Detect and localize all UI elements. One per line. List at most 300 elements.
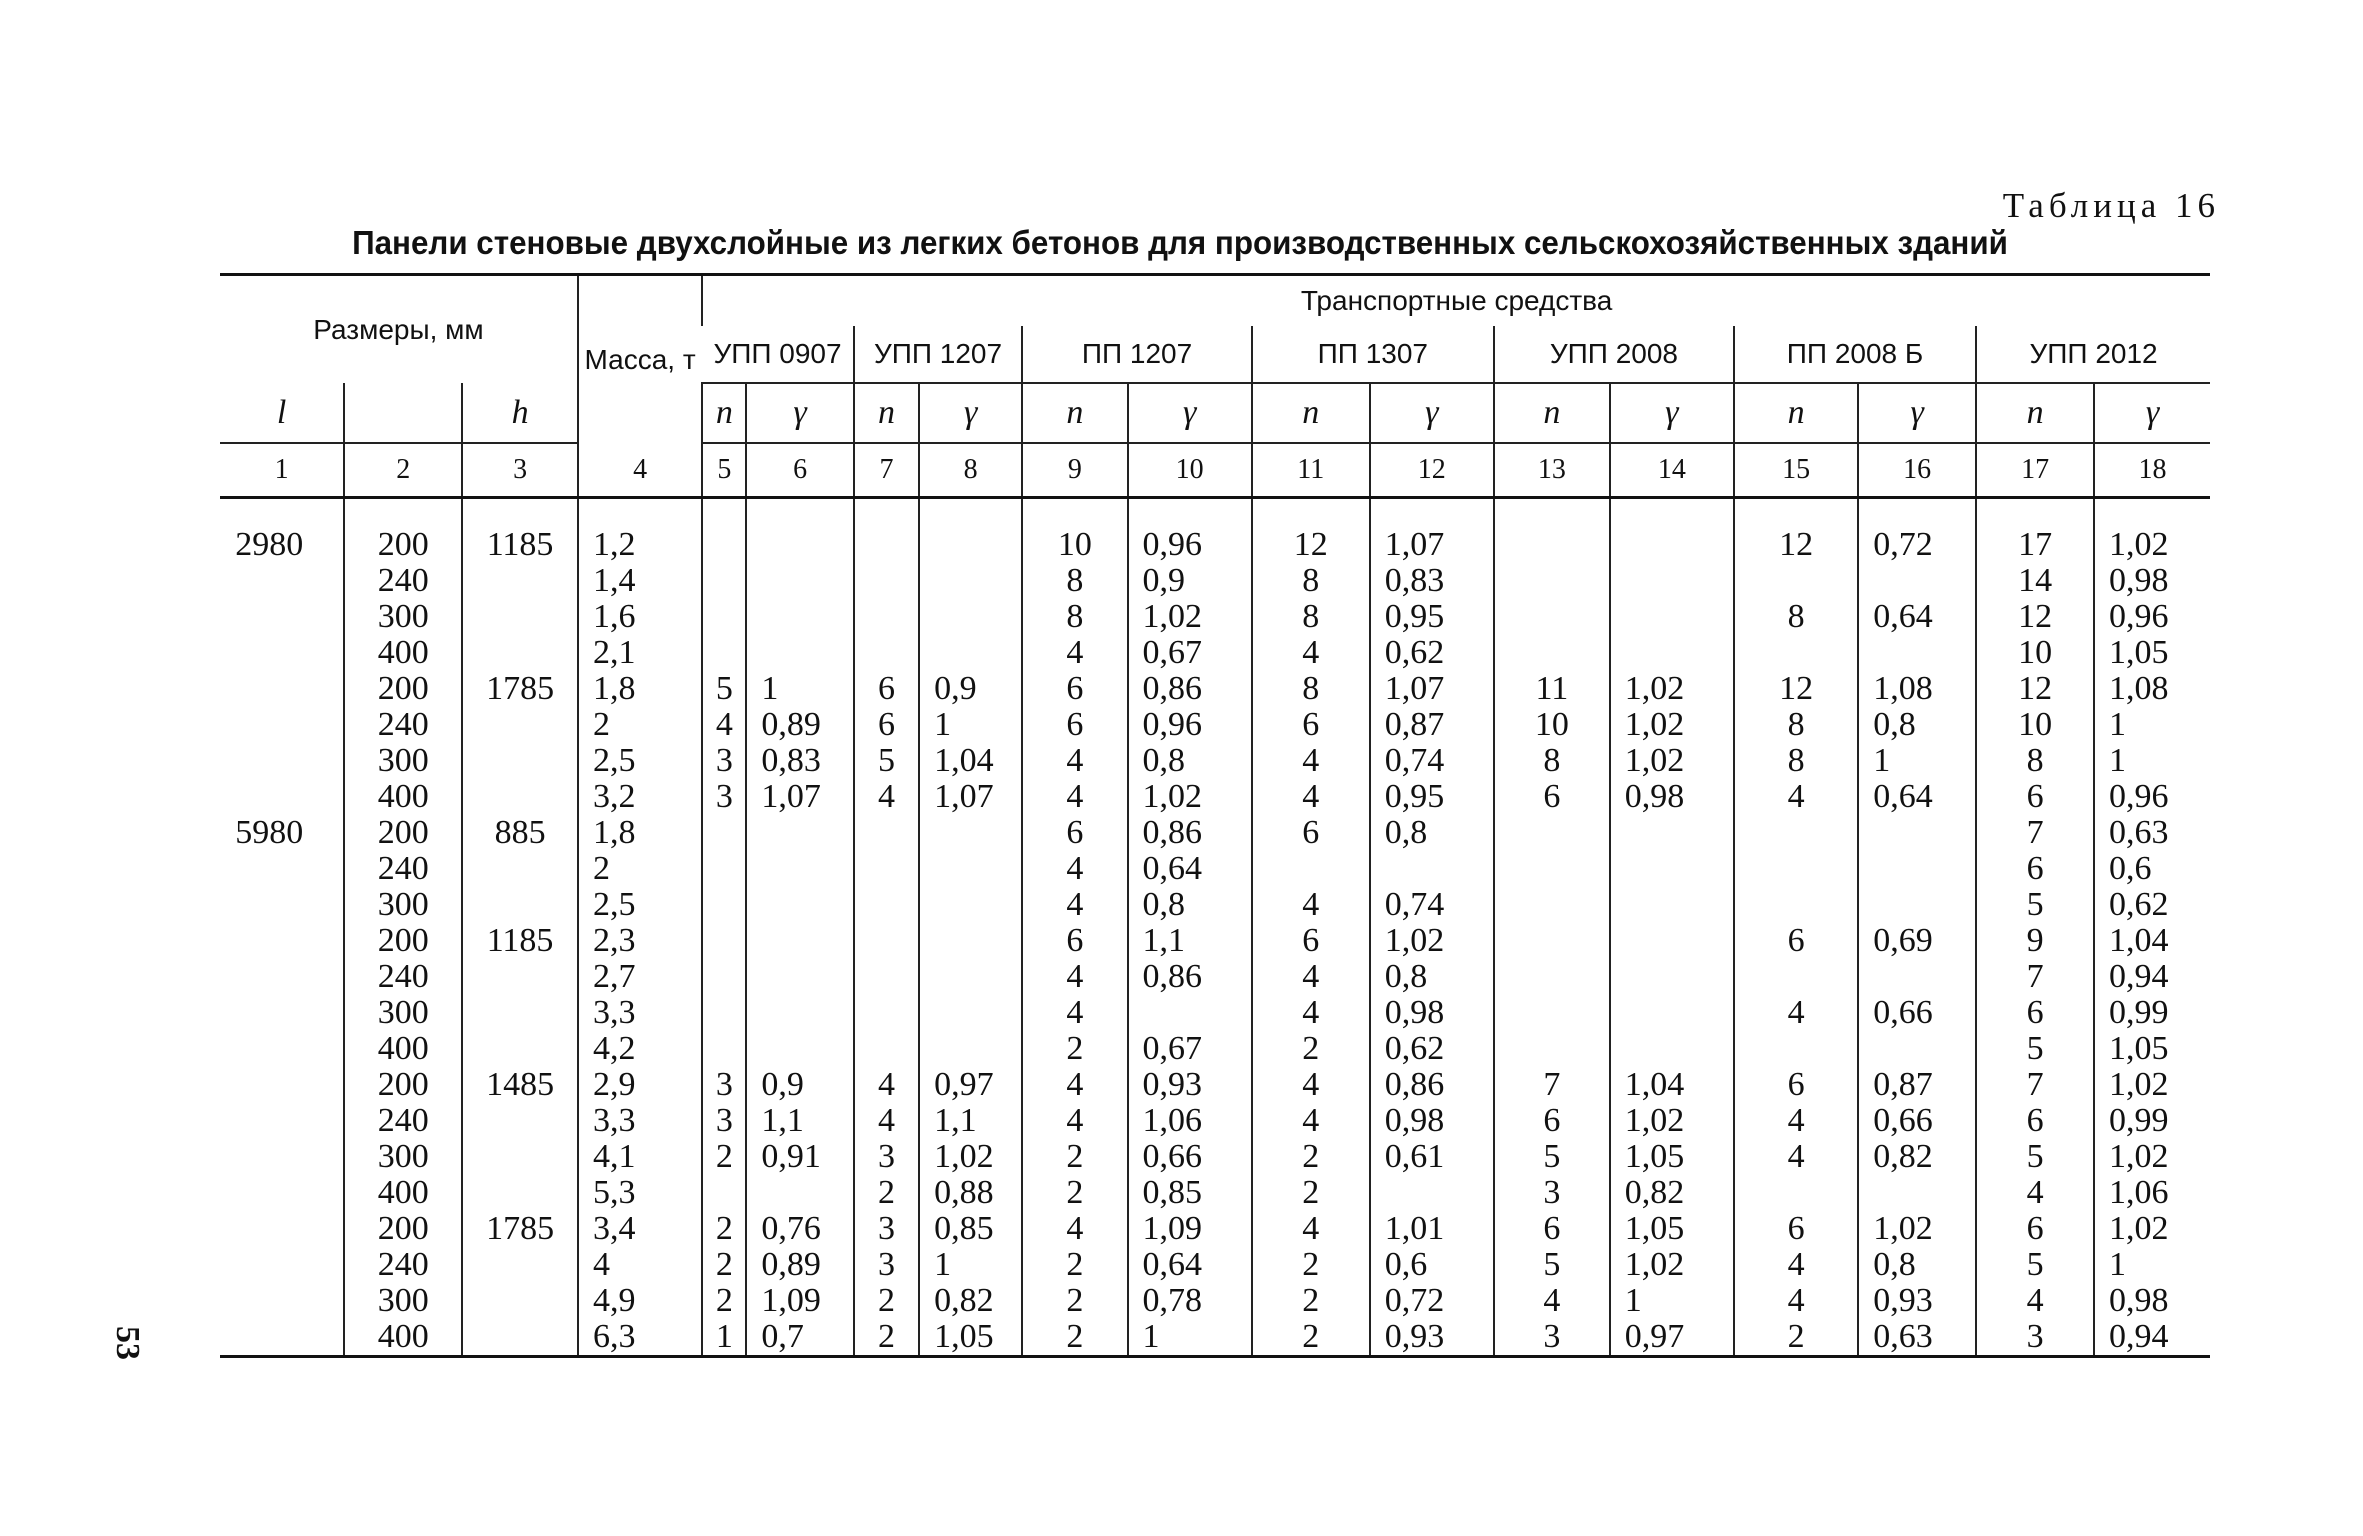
table-cell: 1,02: [1128, 779, 1252, 815]
table-cell: 10: [1022, 527, 1127, 563]
table-cell: 7: [1494, 1067, 1610, 1103]
table-cell: 2: [854, 1319, 919, 1355]
table-row: [220, 707, 2210, 743]
table-cell: 4: [1252, 779, 1370, 815]
table-cell: 0,99: [2094, 995, 2210, 1031]
table-cell: 0,93: [1370, 1319, 1494, 1355]
table-cell: 2,5: [578, 887, 702, 923]
table-cell: 2,1: [578, 635, 702, 671]
table-cell: [462, 1283, 578, 1319]
table-cell: 4: [1734, 1103, 1858, 1139]
table-cell: 240: [344, 851, 462, 887]
table-cell: [919, 563, 1022, 599]
table-cell: 0,99: [2094, 1103, 2210, 1139]
table-cell: 8: [1252, 599, 1370, 635]
vehicle-header: УПП 1207: [854, 326, 1022, 383]
table-cell: 0,98: [2094, 1283, 2210, 1319]
table-cell: 2: [1252, 1139, 1370, 1175]
table-row: [220, 599, 2210, 635]
table-cell: 400: [344, 635, 462, 671]
table-cell: [1494, 1031, 1610, 1067]
table-cell: 0,83: [1370, 563, 1494, 599]
table-cell: 2: [578, 707, 702, 743]
table-cell: [702, 635, 746, 671]
table-cell: [919, 599, 1022, 635]
table-cell: 1: [1610, 1283, 1734, 1319]
table-cell: [220, 1247, 344, 1283]
table-cell: 0,95: [1370, 599, 1494, 635]
table-cell: [854, 563, 919, 599]
table-cell: [1858, 1031, 1976, 1067]
table-cell: 1,8: [578, 815, 702, 851]
table-cell: 2: [1022, 1175, 1127, 1211]
table-cell: 8: [1734, 707, 1858, 743]
table-cell: 4: [1976, 1283, 2094, 1319]
table-cell: 3: [702, 779, 746, 815]
gamma-header: γ: [1128, 383, 1252, 443]
table-cell: 2: [702, 1283, 746, 1319]
n-header: n: [1494, 383, 1610, 443]
table-cell: 0,94: [2094, 959, 2210, 995]
table-cell: 2: [1022, 1247, 1127, 1283]
table-cell: [746, 923, 853, 959]
table-cell: 4: [578, 1247, 702, 1283]
table-cell: [462, 743, 578, 779]
table-cell: [1494, 815, 1610, 851]
table-cell: 2: [854, 1175, 919, 1211]
table-cell: 1,05: [1610, 1211, 1734, 1247]
table-cell: 2: [854, 1283, 919, 1319]
table-cell: [1610, 527, 1734, 563]
table-cell: [462, 887, 578, 923]
table-cell: [1610, 815, 1734, 851]
table-cell: 4: [1252, 995, 1370, 1031]
table-cell: 400: [344, 779, 462, 815]
table-cell: 6: [854, 707, 919, 743]
table-cell: 6: [1976, 995, 2094, 1031]
table-cell: 6: [1976, 1211, 2094, 1247]
table-cell: [746, 995, 853, 1031]
table-cell: [919, 995, 1022, 1031]
table-cell: 17: [1976, 527, 2094, 563]
table-cell: 5: [1494, 1247, 1610, 1283]
table-cell: [1734, 815, 1858, 851]
gamma-header: γ: [1370, 383, 1494, 443]
table-cell: 0,66: [1858, 995, 1976, 1031]
table-cell: 1,08: [2094, 671, 2210, 707]
table-cell: 0,93: [1128, 1067, 1252, 1103]
table-cell: [1610, 1031, 1734, 1067]
transport-header: Транспортные средства: [702, 275, 2210, 327]
table-cell: [1494, 851, 1610, 887]
table-cell: 4: [854, 1103, 919, 1139]
table-cell: 0,89: [746, 1247, 853, 1283]
table-cell: 6: [1734, 1211, 1858, 1247]
table-cell: 4: [1022, 995, 1127, 1031]
gamma-header: γ: [2094, 383, 2210, 443]
table-cell: [1494, 959, 1610, 995]
table-cell: 300: [344, 599, 462, 635]
table-cell: 0,64: [1858, 599, 1976, 635]
table-cell: 240: [344, 959, 462, 995]
table-cell: [462, 995, 578, 1031]
table-cell: 0,8: [1858, 1247, 1976, 1283]
table-cell: 0,82: [1610, 1175, 1734, 1211]
table-cell: 5: [1494, 1139, 1610, 1175]
table-cell: [746, 563, 853, 599]
table-cell: [854, 1031, 919, 1067]
table-cell: 2: [1022, 1319, 1127, 1355]
table-cell: 1,02: [1610, 743, 1734, 779]
table-cell: [702, 527, 746, 563]
table-cell: 0,91: [746, 1139, 853, 1175]
table-cell: 5: [1976, 887, 2094, 923]
table-cell: 300: [344, 1283, 462, 1319]
table-cell: 1185: [462, 923, 578, 959]
table-cell: 2: [702, 1247, 746, 1283]
table-cell: [1370, 851, 1494, 887]
table-cell: [1858, 563, 1976, 599]
table-cell: [919, 851, 1022, 887]
table-cell: 0,86: [1128, 959, 1252, 995]
table-cell: 4: [1734, 995, 1858, 1031]
table-cell: 1,1: [746, 1103, 853, 1139]
table-cell: 0,83: [746, 743, 853, 779]
table-row: [220, 635, 2210, 671]
table-cell: 0,87: [1370, 707, 1494, 743]
table-cell: [919, 527, 1022, 563]
table-cell: 8: [1494, 743, 1610, 779]
table-cell: 0,6: [1370, 1247, 1494, 1283]
table-cell: 3: [1494, 1319, 1610, 1355]
column-number: 6: [746, 443, 853, 498]
table-row: [220, 1283, 2210, 1319]
table-cell: [854, 635, 919, 671]
table-cell: 2: [1252, 1247, 1370, 1283]
table-cell: 1: [919, 1247, 1022, 1283]
table-cell: 0,66: [1128, 1139, 1252, 1175]
table-cell: 12: [1252, 527, 1370, 563]
table-cell: [1128, 995, 1252, 1031]
table-row: [220, 563, 2210, 599]
table-cell: [702, 923, 746, 959]
table-cell: 1,02: [919, 1139, 1022, 1175]
table-cell: 4,9: [578, 1283, 702, 1319]
table-cell: [220, 1103, 344, 1139]
table-cell: [702, 959, 746, 995]
table-cell: [1858, 635, 1976, 671]
table-cell: 0,87: [1858, 1067, 1976, 1103]
table-row: [220, 815, 2210, 851]
table-row: [220, 1211, 2210, 1247]
gamma-header: γ: [746, 383, 853, 443]
table-cell: [220, 635, 344, 671]
table-cell: [746, 887, 853, 923]
table-cell: 1: [702, 1319, 746, 1355]
table-cell: 300: [344, 995, 462, 1031]
table-cell: 2980: [235, 527, 304, 563]
table-cell: 6: [1022, 671, 1127, 707]
table-cell: 1: [919, 707, 1022, 743]
table-cell: 2: [1022, 1283, 1127, 1319]
table-cell: 6: [1252, 923, 1370, 959]
table-cell: 0,94: [2094, 1319, 2210, 1355]
column-number: 16: [1858, 443, 1976, 498]
table-cell: [702, 995, 746, 1031]
table-cell: 2: [1252, 1319, 1370, 1355]
table-cell: [702, 815, 746, 851]
table-cell: [220, 887, 344, 923]
mass-header: Масса, т: [578, 275, 702, 444]
column-number: 17: [1976, 443, 2094, 498]
table-cell: 10: [1976, 635, 2094, 671]
table-cell: [746, 1031, 853, 1067]
table-cell: 6: [1976, 851, 2094, 887]
table-cell: 0,9: [746, 1067, 853, 1103]
table-cell: 0,8: [1858, 707, 1976, 743]
table-cell: 0,6: [2094, 851, 2210, 887]
table-cell: 1785: [462, 1211, 578, 1247]
table-cell: 3: [1976, 1319, 2094, 1355]
gamma-header: γ: [919, 383, 1022, 443]
table-cell: 1,2: [578, 527, 702, 563]
table-cell: 1,04: [919, 743, 1022, 779]
table-cell: [1734, 1175, 1858, 1211]
table-cell: 6: [1976, 779, 2094, 815]
n-header: n: [1734, 383, 1858, 443]
table-cell: 0,67: [1128, 1031, 1252, 1067]
table-cell: 10: [1976, 707, 2094, 743]
table-cell: 1,08: [1858, 671, 1976, 707]
table-cell: 1,02: [1858, 1211, 1976, 1247]
table-cell: 885: [462, 815, 578, 851]
table-cell: 7: [1976, 959, 2094, 995]
table-cell: [1494, 923, 1610, 959]
column-number-row: [220, 443, 2210, 498]
table-cell: 6,3: [578, 1319, 702, 1355]
vehicle-header: ПП 1307: [1252, 326, 1494, 383]
table-cell: 4: [702, 707, 746, 743]
table-row: [220, 923, 2210, 959]
table-cell: [854, 851, 919, 887]
table-cell: [746, 959, 853, 995]
table-cell: 4: [1494, 1283, 1610, 1319]
table-cell: 2: [1252, 1031, 1370, 1067]
table-cell: [746, 851, 853, 887]
table-cell: 200: [344, 671, 462, 707]
table-cell: 3,2: [578, 779, 702, 815]
table-cell: 0,86: [1128, 815, 1252, 851]
table-row: [220, 887, 2210, 923]
table-cell: [1610, 995, 1734, 1031]
table-cell: 0,63: [1858, 1319, 1976, 1355]
table-cell: 6: [854, 671, 919, 707]
table-cell: [462, 599, 578, 635]
table-cell: 2: [1252, 1283, 1370, 1319]
table-cell: 4: [1252, 743, 1370, 779]
table-cell: 4: [1022, 1103, 1127, 1139]
table-cell: 5: [702, 671, 746, 707]
table-cell: [1610, 887, 1734, 923]
table-cell: [854, 887, 919, 923]
table-row: [220, 743, 2210, 779]
table-cell: 300: [344, 743, 462, 779]
table-cell: 0,98: [1370, 1103, 1494, 1139]
table-row: [220, 779, 2210, 815]
table-cell: [220, 1319, 344, 1355]
table-cell: 2: [702, 1211, 746, 1247]
table-cell: [919, 923, 1022, 959]
table-cell: [702, 599, 746, 635]
table-cell: 1: [1858, 743, 1976, 779]
table-cell: 0,72: [1858, 527, 1976, 563]
table-cell: 12: [1976, 671, 2094, 707]
table-cell: 8: [1022, 599, 1127, 635]
table-cell: 1,06: [1128, 1103, 1252, 1139]
table-cell: [220, 599, 344, 635]
table-cell: 0,9: [1128, 563, 1252, 599]
table-row: [220, 1247, 2210, 1283]
table-cell: 2: [1734, 1319, 1858, 1355]
table-cell: 0,96: [1128, 527, 1252, 563]
table-row: [220, 1067, 2210, 1103]
table-cell: [462, 779, 578, 815]
table-cell: 12: [1976, 599, 2094, 635]
table-cell: [462, 1319, 578, 1355]
table-cell: 200: [344, 815, 462, 851]
table-cell: [854, 527, 919, 563]
table-cell: 240: [344, 563, 462, 599]
table-cell: 3: [1494, 1175, 1610, 1211]
table-cell: 1,01: [1370, 1211, 1494, 1247]
gamma-header: γ: [1610, 383, 1734, 443]
table-cell: 0,66: [1858, 1103, 1976, 1139]
n-header: n: [854, 383, 919, 443]
table-cell: 2: [1252, 1175, 1370, 1211]
table-row: [220, 671, 2210, 707]
table-cell: [220, 959, 344, 995]
table-cell: 0,8: [1128, 887, 1252, 923]
table-cell: 4: [1022, 743, 1127, 779]
table-cell: 0,98: [1610, 779, 1734, 815]
table-cell: 2: [1022, 1031, 1127, 1067]
table-cell: [1610, 635, 1734, 671]
table-cell: 1,02: [1128, 599, 1252, 635]
table-cell: 2: [1022, 1139, 1127, 1175]
table-cell: 2,5: [578, 743, 702, 779]
table-cell: 0,95: [1370, 779, 1494, 815]
table-cell: 0,74: [1370, 743, 1494, 779]
table-cell: 6: [1022, 815, 1127, 851]
table-cell: 0,8: [1370, 959, 1494, 995]
table-cell: [1252, 851, 1370, 887]
table-cell: 2,7: [578, 959, 702, 995]
table-row: [220, 1139, 2210, 1175]
table-cell: 4: [1734, 1139, 1858, 1175]
table-row: [220, 527, 2210, 563]
table-cell: 1,8: [578, 671, 702, 707]
column-number: 15: [1734, 443, 1858, 498]
column-number: 14: [1610, 443, 1734, 498]
vehicle-header: ПП 2008 Б: [1734, 326, 1976, 383]
table-cell: 4: [1734, 1247, 1858, 1283]
column-number: 2: [344, 443, 462, 498]
table-cell: 1,07: [1370, 671, 1494, 707]
table-cell: [1734, 563, 1858, 599]
table-cell: 0,86: [1370, 1067, 1494, 1103]
table-cell: 4: [1022, 959, 1127, 995]
table-cell: 11: [1494, 671, 1610, 707]
table-cell: [1494, 599, 1610, 635]
table-cell: 1,04: [1610, 1067, 1734, 1103]
table-cell: 1: [2094, 743, 2210, 779]
table-cell: [462, 707, 578, 743]
table-cell: 8: [1734, 599, 1858, 635]
table-cell: 1,07: [1370, 527, 1494, 563]
table-cell: 2,3: [578, 923, 702, 959]
table-cell: 0,69: [1858, 923, 1976, 959]
n-header: n: [1252, 383, 1370, 443]
column-number: 13: [1494, 443, 1610, 498]
table-cell: 1,02: [1610, 1103, 1734, 1139]
table-cell: 0,98: [1370, 995, 1494, 1031]
table-cell: 4: [1022, 635, 1127, 671]
table-cell: 0,78: [1128, 1283, 1252, 1319]
table-cell: [220, 671, 344, 707]
table-row: [220, 995, 2210, 1031]
table-cell: 0,96: [2094, 599, 2210, 635]
table-cell: 4: [1252, 1067, 1370, 1103]
bottom-rule: [220, 1355, 2210, 1357]
table-cell: 300: [344, 887, 462, 923]
table-cell: 200: [344, 923, 462, 959]
table-cell: 10: [1494, 707, 1610, 743]
table-cell: [220, 1175, 344, 1211]
table-cell: 4: [1976, 1175, 2094, 1211]
table-cell: 0,74: [1370, 887, 1494, 923]
table-cell: 0,63: [2094, 815, 2210, 851]
table-cell: 5: [1976, 1247, 2094, 1283]
page-number: 53: [109, 1326, 146, 1360]
table-cell: [462, 1139, 578, 1175]
table-cell: [1858, 887, 1976, 923]
table-cell: 3: [702, 743, 746, 779]
table-cell: 240: [344, 1247, 462, 1283]
table-cell: [702, 1031, 746, 1067]
table-cell: 1,06: [2094, 1175, 2210, 1211]
table-cell: 0,85: [919, 1211, 1022, 1247]
table-cell: 0,89: [746, 707, 853, 743]
table-cell: 0,67: [1128, 635, 1252, 671]
column-number: 3: [462, 443, 578, 498]
table-cell: [702, 563, 746, 599]
table-cell: 1,09: [1128, 1211, 1252, 1247]
blank-header: [344, 383, 462, 443]
table-cell: 0,85: [1128, 1175, 1252, 1211]
table-cell: 4: [1734, 1283, 1858, 1319]
table-cell: [220, 1067, 344, 1103]
table-cell: 1485: [462, 1067, 578, 1103]
table-cell: [220, 923, 344, 959]
table-cell: [1734, 959, 1858, 995]
table-cell: 0,62: [1370, 1031, 1494, 1067]
table-cell: 3: [854, 1247, 919, 1283]
table-cell: 5980: [235, 815, 304, 851]
table-cell: 7: [1976, 1067, 2094, 1103]
table-cell: [746, 635, 853, 671]
column-number: 1: [220, 443, 344, 498]
table-row: [220, 1031, 2210, 1067]
